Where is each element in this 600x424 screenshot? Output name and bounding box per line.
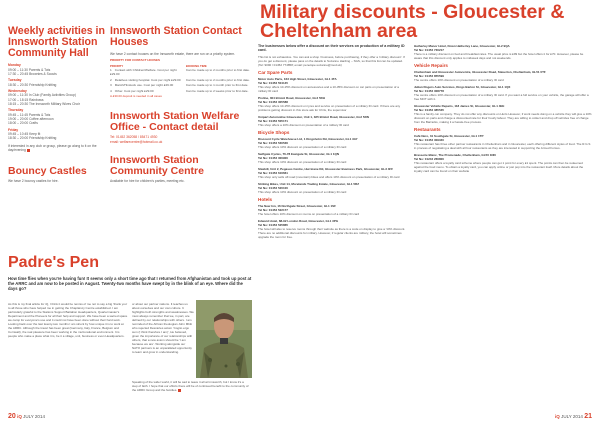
activity-item: 18:00 – 20:00 Crafts	[8, 121, 38, 126]
priority-number: 2	[110, 77, 112, 82]
business-name: Slaxbill, Unit 2, Pegasus Centre, Hurricane Rd, Gloucester Business Park, Gloucester, GL3 4FF	[258, 166, 394, 171]
vehicle-repairs-list	[414, 70, 592, 124]
business-name: Cheltenham and Gloucester Autocentre, Gloucester Road, Staverton, Cheltenham, GL51 0TF	[414, 70, 546, 74]
padres-pen-text-2: or about our partner nations. It teaches us about ourselves and our own culture. It highlights both strengths and weaknesses. We must always remember that we, in part, are defined by our relationships with others. I am reminded of the African theologian John Mbiti who rejected Descartes axiom 'Cogito ergo sum (I think therefore I am)', He believed, given the importance of our relationships with others, that a new axiom should be 'I am because we are'. Working alongside our NATO partners is an unparalleled opportunity to learn and grow in understanding.	[132, 302, 194, 354]
contact-houses-intro: We have 2 contact houses on the Innsworth estate, there are run on a priority system.	[110, 52, 236, 56]
business-offer: The centre offers 10% discount on presentation of a military ID card. If you want a full service on your vehicle, the garage will offer a free MOT with it.	[414, 93, 589, 101]
priority-number: 1	[110, 68, 112, 73]
business-listing	[414, 44, 592, 60]
business-name: Motor Auto Parts, 163 High Street, Gloucester, GL1 4TA	[258, 76, 337, 81]
footer-right	[555, 413, 592, 420]
business-name: The New Inn, 16 Northgate Street, Gloucester, GL1 1SF	[258, 203, 337, 208]
business-listing	[258, 137, 408, 149]
business-name: Striking Bikes, Unit 14, Morelands Trading Estate, Gloucester, GL1 5RZ	[258, 181, 360, 186]
padres-pen-text-1: As this is my final article for iQ, I think it would be remiss of me not to say a big 'thank you' to all those who have helped me in getting the Chaplaincy Centre established. I am particularly grateful to the Stations Support Battalion Headquarters, Quartermaster's Department and the Pioneers for all their help and support. We have been a sacred space we camp for everyone's use and it could not have been done without their hard work. Looking back over the last twenty-two months I am struck by how unique it is to work at the ARRC. Although the travel has been great (Germany, Italy, France, Belgium and Cornwall), the real pleasure has been working in the multi-national environment. It is people who make a place what it is, be it a village, unit, business or even Headquarters.	[8, 302, 128, 338]
bicycle-shops-title: Bicycle Shops	[258, 129, 290, 135]
business-offer: This shop offers 10% discount on presentation of a military ID card	[258, 159, 347, 164]
magazine-name-left: iQ	[17, 414, 22, 419]
bouncy-castles-title: Bouncy Castles	[8, 165, 87, 178]
restaurants-title: Restaurants	[414, 127, 441, 132]
hotels-continued-list	[414, 44, 592, 60]
contact-houses-title: Innsworth Station Contact Houses	[110, 25, 242, 48]
activity-item: 09:45 – 10:45 Keep fit	[8, 132, 41, 137]
activity-item: 19:00 – 20:00 Coffee afternoon	[8, 117, 54, 122]
business-listing	[414, 153, 592, 173]
business-offer: This shop only sells off-road (mountain) bikes and offers 10% discount on presentation of a military ID card	[258, 174, 400, 179]
business-offer: The hotel offers 10% discount on rooms on presentation of a military ID card	[258, 211, 360, 216]
business-name: Hatherley Manor Hotel, Down Hatherley Lane, Gloucester, GL2 9QA	[414, 44, 510, 48]
business-offer: This is a family-run company. They do not offer any discounts on Hurts However, if work needs doing on a vehicle they will give a 10% discount on parts and charge a discounted rate for their hourly labour. They are willing to collect and drop off vehicles free of charge from the Barracks, making it a hassle-free process.	[414, 112, 592, 124]
page-number-right: 21	[584, 413, 592, 420]
business-name: Brasserie Blanc, The Promenade, Cheltenham, GL50 1NN	[414, 153, 496, 157]
business-tel: Tel No: 01452 308778	[414, 89, 444, 93]
priority-number: 3	[110, 83, 112, 88]
business-tel: Tel No: 01452 504145	[258, 80, 288, 85]
business-offer: This shop offers 10% discount on presentation of a military ID card	[258, 189, 347, 194]
business-name: Julian Rogers Auto Services, Kings Barton St, Gloucester, GL1 1QX	[414, 85, 511, 89]
business-listing	[258, 167, 408, 179]
booking-time: Can be made up to 1 month prior to first date.	[185, 83, 249, 88]
issue-date-left: JULY 2014	[23, 414, 45, 419]
issue-date-right: JULY 2014	[561, 414, 583, 419]
business-offer: This shop offers 10-15% discount on accessories and a 10-35% discount on car parts on presentation of a military ID card	[258, 84, 399, 93]
activity-item: 09:45 – 11:45 Parents & Tots	[8, 112, 51, 117]
business-name: Discount Cycle Warehouse Ltd, 1 Kingsholm Rd, Gloucester, GL1 3AY	[258, 136, 358, 141]
business-tel: Tel No: 01452 855599	[414, 74, 444, 78]
community-centre-title: Innsworth Station Community Centre	[110, 153, 204, 177]
business-name: Gloucester Vehicle Repairs, 118 James St, Gloucester, GL1 4EE	[414, 104, 505, 108]
priority-who: Marsh/Hinstock use. Cost per night £29.00	[114, 83, 174, 88]
business-listing	[258, 152, 408, 164]
padres-pen-text-3: Speaking of the wider world, it will be sad to leave it all at Innsworth, but I know it's a step of faith. I hope that our efforts there will be of continued benefit to the community of the ARRC Group and the families.	[132, 380, 249, 392]
business-tel: Tel No: 01452 300900	[258, 155, 288, 160]
padres-pen-title: Padre's Pen	[8, 254, 99, 271]
business-offer: The hotel will also to reserve rooms through their website as there is a code on display to give a '10% discount. There are no additional discounts for military. However, if regular clients are military, the hotel will sometimes upgrade the room for free.	[258, 226, 406, 239]
military-intro: The businesses below offer a discount on their services on production of a military ID card.	[258, 44, 405, 53]
business-offer: This restaurant offers a loyalty card scheme where people can get 1 point for every £1 spent. The points can then be redeemed against the food menu. To obtain a loyalty card, you can apply online or just pop into the restaurant itself. More details about the loyalty card can be found on their website	[414, 161, 584, 173]
business-listing	[414, 85, 592, 101]
business-name: Edward Hotel, 88-92 London Road, Gloucester, GL1 3PG	[258, 218, 339, 223]
military-discounts-title: Military discounts - Gloucester & Cheltenham area	[260, 1, 565, 42]
day-label: Tuesday	[8, 78, 22, 83]
padres-pen-intro: How time flies when you're having fun! It seems only a short time ago that I returned from Afghanistan and took up post at the ARRC and am now to be posted in August. Twenty-two months have swept by in the blink of an eye. Where did the days go?	[8, 276, 252, 292]
business-offer: The centre offers 10% discount on presentation of a military ID card	[414, 78, 504, 82]
business-offer: This shop offers a 10% discount on presentation of a military ID card	[258, 122, 349, 127]
footer-left	[8, 413, 45, 420]
day-label: Wednesday	[8, 88, 27, 93]
business-listing	[258, 182, 408, 194]
business-tel: Tel No: 01452 530536	[258, 140, 288, 145]
day-label: Monday	[8, 63, 21, 67]
restaurants-list	[414, 134, 592, 173]
welfare-office-title: Innsworth Station Welfare Office - Contact detail	[110, 110, 240, 134]
business-tel: Tel No: 01452 520100	[258, 185, 288, 190]
priority-header: PRIORITY FOR CONTACT HOUSES	[110, 58, 161, 63]
business-name: Swifgate Cycles, 76-78 Eastgate St, Gloucester, GL1 1QN	[258, 151, 340, 156]
weekly-activities-title: Weekly activities in Innsworth Station Community Hall	[8, 25, 105, 59]
business-tel: Tel No: 01452 505171	[258, 118, 288, 123]
activity-item: 17:00 – 18:15 Rainbows	[8, 97, 44, 102]
padre-photo	[196, 300, 252, 378]
magazine-name-right: iQ	[555, 414, 560, 419]
business-offer: This restaurant has three other partner restaurants in Cheltenham and in Gloucester, each offering different styles of food. The R.G.S in process of negotiating a deal with all four restaurants as they are interested in supporting the Armed Forces.	[414, 142, 591, 150]
weekly-activities-column	[8, 26, 106, 184]
day-label: Friday	[8, 127, 19, 132]
booking-time: Can be made up to 2 weeks prior to first date.	[185, 88, 249, 93]
contact-houses-column	[110, 26, 256, 183]
business-tel: Tel No: 01452 730217	[414, 48, 444, 52]
business-offer: This shop offers 10-15% discount on tyres and service on presentation of a military ID card. If there are any problems getting discount in this store ask for Chris, the supervisor	[258, 103, 401, 112]
activity-item: 17:30 – 20:45 Brownies & Scouts	[8, 71, 57, 76]
business-tel: Tel No: 01452 385535	[414, 108, 444, 112]
activity-item: 09:00 – 11:30 In Club (Family Activities Group)	[8, 93, 76, 98]
activity-item: 09:00 – 11:30 Parents & Tots	[8, 67, 51, 72]
business-listing	[258, 96, 408, 112]
welfare-tel: Tel: 01452 362058 / 85471 4930	[110, 135, 158, 140]
business-tel: Tel No: 01242 266800	[414, 157, 444, 161]
business-tel: Tel No: 01452 522177	[258, 207, 288, 212]
community-centre-text: Available for hire for children's parties, meeting etc.	[110, 178, 185, 183]
business-tel: Tel No: 01452 525865	[258, 222, 288, 227]
priority-col-header: PRIORITY	[110, 64, 124, 69]
business-listing	[414, 104, 592, 124]
priority-who: Contact with Children/Welfare. Cost per night £29.00	[110, 68, 177, 77]
business-offer: This shop offers 10% discount on presentation of a military ID card	[258, 144, 347, 149]
padre-portrait-image	[196, 300, 252, 378]
booking-time: Can be made up to 2 months prior to first date.	[185, 68, 250, 73]
vehicle-repairs-title: Vehicle Repairs	[414, 63, 448, 68]
business-tel: Tel No: 01452 309340	[414, 138, 444, 142]
hotels-list	[258, 204, 408, 239]
business-name: Café Nero, 31 Southgate St, Gloucester, GL1 1TP	[414, 134, 484, 138]
car-parts-list	[258, 77, 408, 127]
contact-houses-table	[110, 64, 256, 94]
priority-who: Other. Cost per night £29.00	[114, 88, 154, 93]
business-listing	[414, 70, 592, 82]
business-listing	[414, 134, 592, 150]
deposit-note: A £30.00 deposit is needed in all cases	[110, 94, 162, 99]
page-number-left: 20	[8, 413, 16, 420]
business-name: Unipart Automotive Gloucester, Unit 1, 325 Bristol Road, Gloucester, GL2 5DN	[258, 114, 369, 119]
hotels-title: Hotels	[258, 196, 273, 202]
contact-house-row	[110, 68, 256, 78]
clubs-note: If interested in any club or group, please go along to it on the day/evening	[8, 143, 97, 153]
days-list	[8, 63, 106, 141]
business-listing	[258, 204, 408, 216]
business-tel: Tel No: 01452 305588	[258, 99, 288, 104]
business-listing	[258, 115, 408, 127]
activity-item: 18:15 – 20:30 The Innsworth Military Wives Choir	[8, 101, 80, 106]
priority-number: 4	[110, 88, 112, 93]
military-discounts-left-column	[258, 44, 408, 242]
bouncy-castles-text: We have 2 bouncy castles for hire.	[8, 179, 59, 184]
booking-time: Can be made up to 2 months prior to first date.	[185, 77, 250, 82]
business-tel: Tel No: 01452 616661	[258, 170, 288, 175]
business-offer: There is a military discount on bed and breakfast rates. The usual price is £99 but the hotel offers it for £70. However, please be aware that this discount only applies to midweek days and not weekends.	[414, 52, 584, 60]
bicycle-shops-list	[258, 137, 408, 194]
welfare-email[interactable]: email: welfarecentre@hotmail.co.uk	[110, 139, 163, 144]
military-discounts-right-column	[414, 44, 592, 176]
priority-who: Relatives visiting hospital. Cost per night £29.00	[114, 77, 181, 82]
day-label: Thursday	[8, 108, 24, 113]
booking-col-header: BOOKING TIME	[185, 64, 207, 69]
business-name: Proline, 304 Bristol Road, Gloucester, GL2 5DH	[258, 95, 326, 100]
military-note: This list is not exhaustive. You can ask a shop / business, before purchasing, if they offer a 'military discount'. If you do get a discount, please pass on the details to Suzanne Harding – SGS, so that this list can be updated. (Tel: 9090 / 01452 774858; email: penelope.suzanne@mod.uk)	[258, 54, 405, 67]
business-listing	[258, 219, 408, 239]
business-listing	[258, 77, 408, 93]
activity-item: 18:30 – 20:00 Friendship Knitting	[8, 136, 57, 141]
car-parts-title: Car Spare Parts	[258, 69, 293, 75]
activity-item: 18:30 – 20:30 Friendship Knitting	[8, 82, 57, 87]
